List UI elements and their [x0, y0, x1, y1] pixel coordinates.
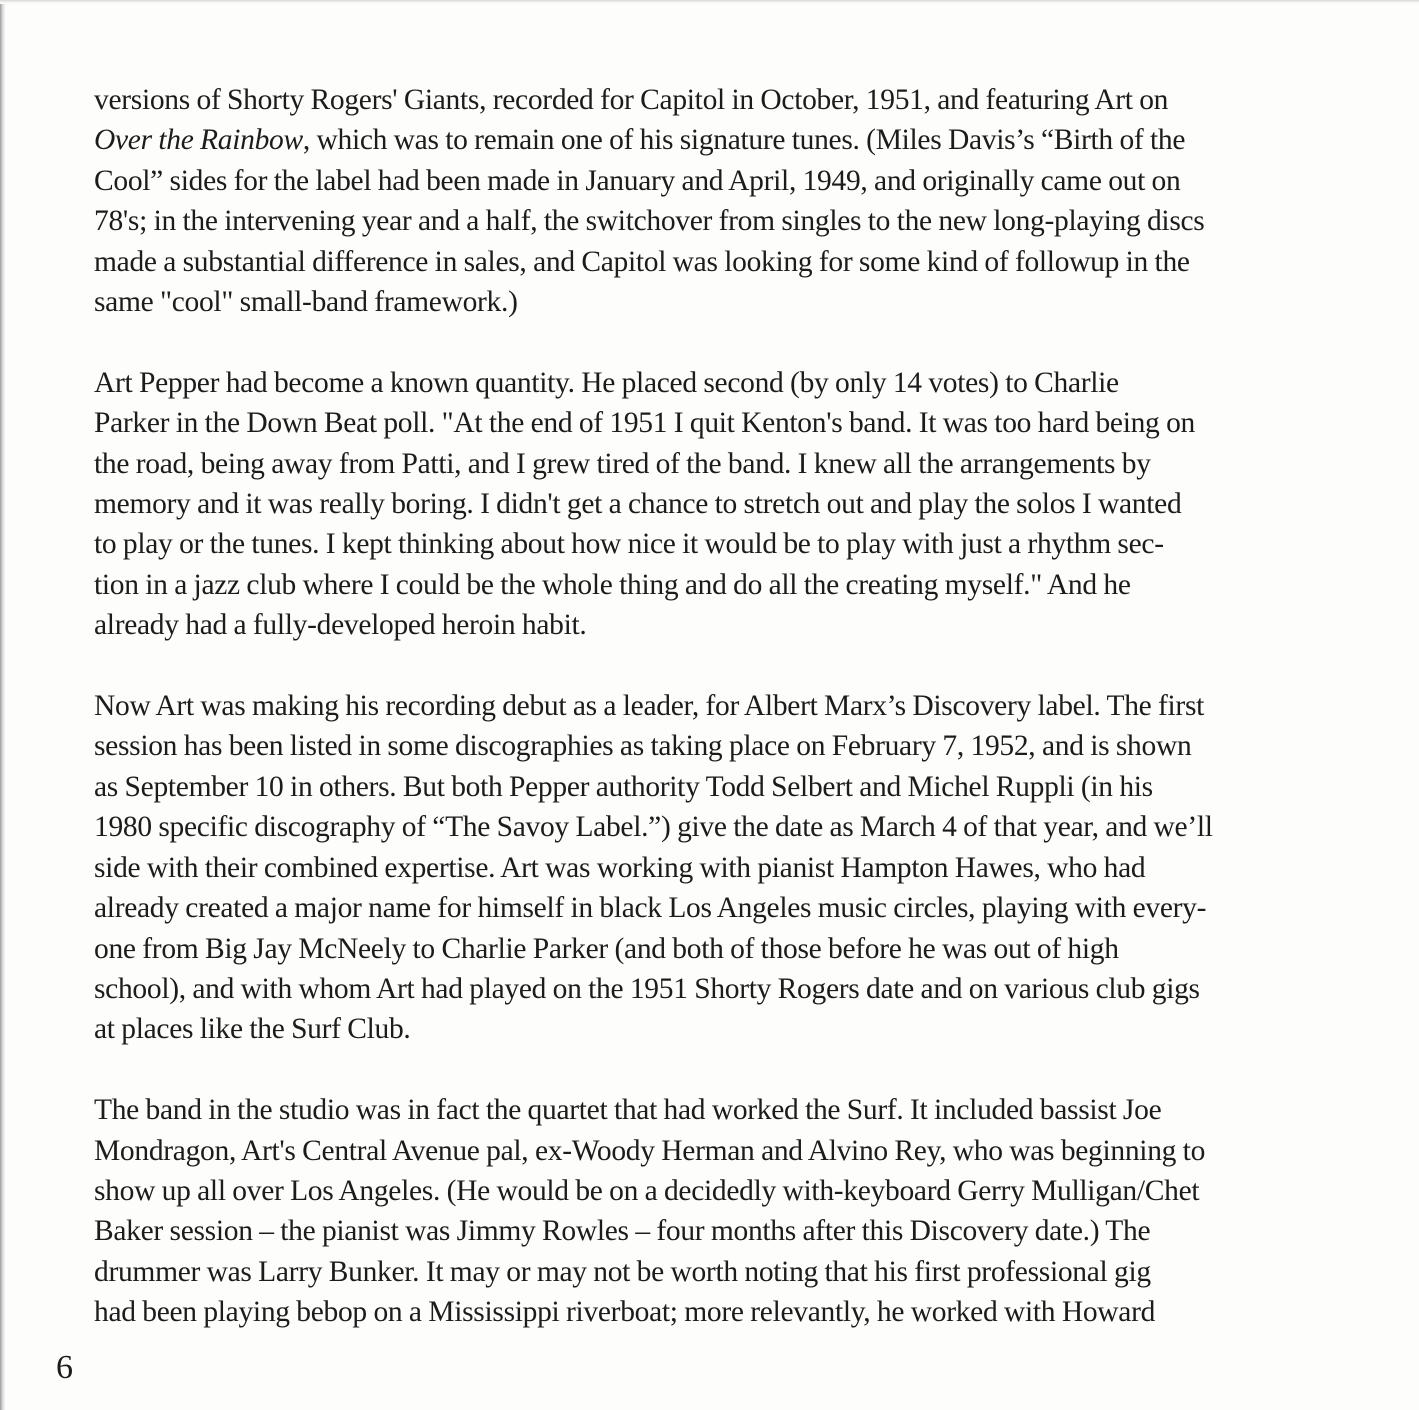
- article-body: [94, 80, 1344, 1373]
- text-line: Parker in the Down Beat poll. "At the end of 1951 I quit Kenton's band. It was too hard being on: [94, 407, 1195, 440]
- text-line: show up all over Los Angeles. (He would be on a decidedly with-keyboard Gerry Mulligan/Chet: [94, 1174, 1200, 1207]
- text-line: Now Art was making his recording debut as a leader, for Albert Marx’s Discovery label. The first: [94, 690, 1205, 723]
- text-line: drummer was Larry Bunker. It may or may not be worth noting that his first professional gig: [94, 1255, 1151, 1288]
- text-line: 1980 specific discography of “The Savoy Label.”) give the date as March 4 of that year, and we’ll: [94, 811, 1213, 844]
- text-line: at places like the Surf Club.: [94, 1013, 411, 1046]
- text-line: Cool” sides for the label had been made in January and April, 1949, and originally came out on: [94, 164, 1181, 197]
- text-line: had been playing bebop on a Mississippi riverboat; more relevantly, he worked with Howard: [94, 1296, 1156, 1329]
- text-line: 78's; in the intervening year and a half, the switchover from singles to the new long-playing discs: [94, 205, 1205, 238]
- page-number: 6: [56, 1349, 73, 1386]
- page-top-edge: [0, 0, 1419, 4]
- page-binding-edge: [0, 0, 6, 1410]
- text-line: already created a major name for himself in black Los Angeles music circles, playing with every-: [94, 892, 1207, 925]
- text-line: already had a fully-developed heroin habit.: [94, 609, 587, 642]
- text-line: as September 10 in others. But both Pepper authority Todd Selbert and Michel Ruppli (in his: [94, 770, 1153, 803]
- paragraph-2: [94, 363, 1344, 646]
- paragraph-1: [94, 80, 1344, 322]
- text-line: Baker session – the pianist was Jimmy Rowles – four months after this Discovery date.) The: [94, 1215, 1151, 1248]
- text-line: Art Pepper had become a known quantity. He placed second (by only 14 votes) to Charlie: [94, 366, 1119, 399]
- text-line: session has been listed in some discographies as taking place on February 7, 1952, and is shown: [94, 730, 1192, 763]
- text-line: Mondragon, Art's Central Avenue pal, ex-Woody Herman and Alvino Rey, who was beginning to: [94, 1134, 1206, 1167]
- text-line: The band in the studio was in fact the quartet that had worked the Surf. It included bassist Joe: [94, 1094, 1162, 1127]
- text-line: to play or the tunes. I kept thinking about how nice it would be to play with just a rhythm sec-: [94, 528, 1164, 561]
- text-line-rest: , which was to remain one of his signature tunes. (Miles Davis’s “Birth of the: [302, 124, 1186, 157]
- text-line: tion in a jazz club where I could be the whole thing and do all the creating myself." And he: [94, 568, 1131, 601]
- text-line: school), and with whom Art had played on the 1951 Shorty Rogers date and on various club gigs: [94, 972, 1200, 1005]
- text-line: versions of Shorty Rogers' Giants, recorded for Capitol in October, 1951, and featuring Art on: [94, 84, 1169, 116]
- paragraph-3: [94, 686, 1344, 1050]
- text-line: one from Big Jay McNeely to Charlie Parker (and both of those before he was out of high: [94, 932, 1119, 965]
- text-line: [94, 120, 1344, 160]
- song-title: Over the Rainbow: [94, 124, 303, 157]
- text-line: memory and it was really boring. I didn't get a chance to stretch out and play the solos I wanted: [94, 488, 1182, 521]
- text-line: the road, being away from Patti, and I grew tired of the band. I knew all the arrangements by: [94, 447, 1151, 480]
- text-line: side with their combined expertise. Art was working with pianist Hampton Hawes, who had: [94, 851, 1146, 884]
- text-line: made a substantial difference in sales, and Capitol was looking for some kind of followup in the: [94, 245, 1190, 278]
- text-line: same "cool" small-band framework.): [94, 286, 518, 319]
- paragraph-4: [94, 1090, 1344, 1332]
